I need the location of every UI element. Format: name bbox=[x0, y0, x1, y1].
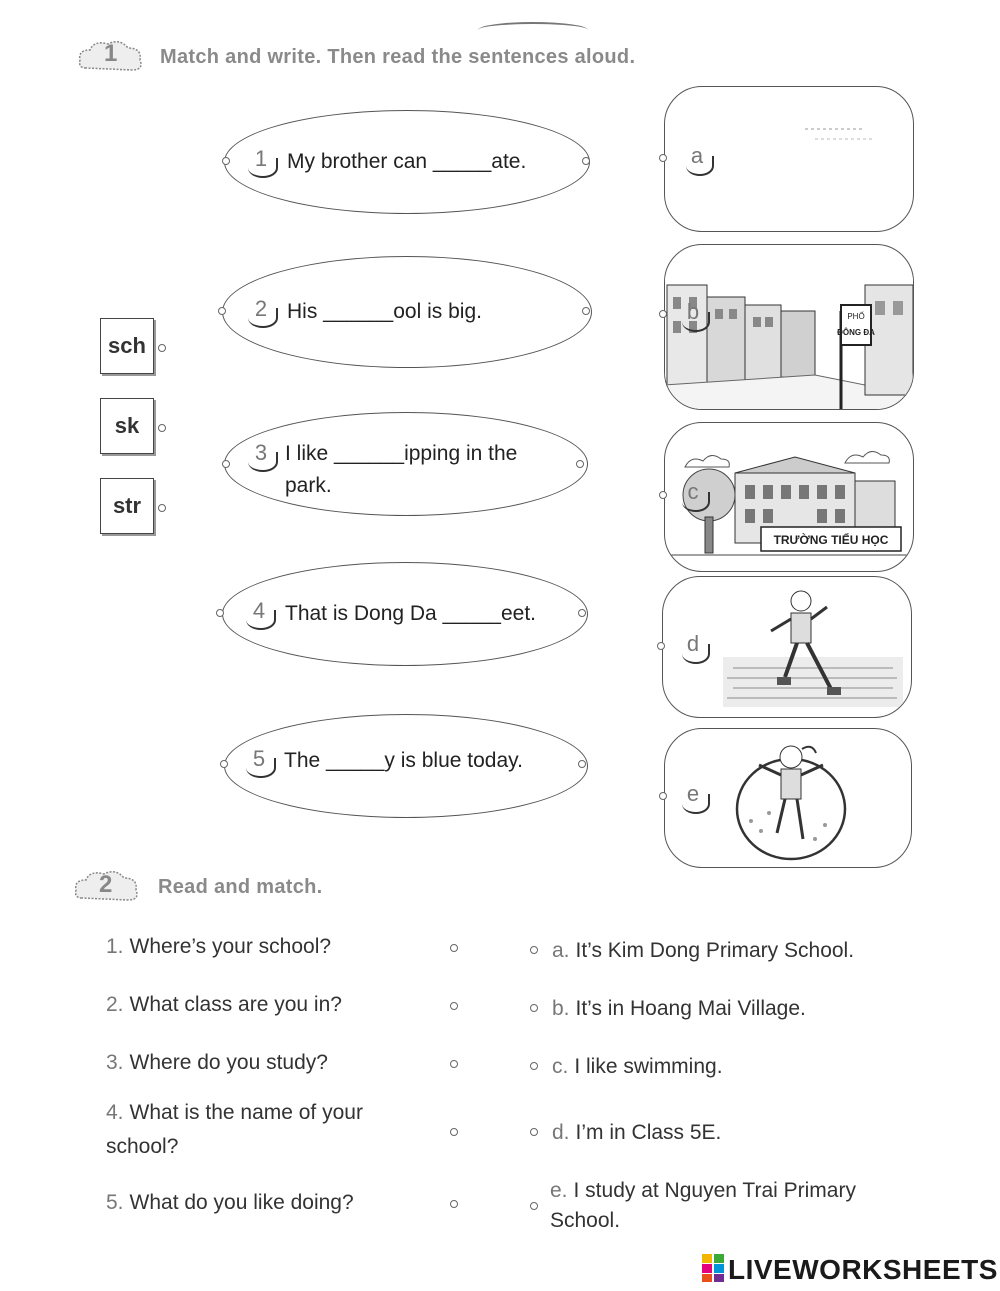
picture-letter-a: a bbox=[680, 142, 714, 174]
section2-number: 2 bbox=[99, 871, 113, 898]
answer-letter-d: d. bbox=[552, 1121, 570, 1144]
sentence-dot-right-2[interactable] bbox=[582, 307, 590, 315]
sentence-dot-left-2[interactable] bbox=[218, 307, 226, 315]
sentence-number-3: 3 bbox=[244, 438, 278, 470]
word-option-str[interactable]: str bbox=[100, 478, 154, 534]
street-sign-text-2: ĐÔNG ĐA bbox=[837, 328, 875, 337]
sentence-text-3: I like ______ipping in the park. bbox=[285, 442, 518, 497]
sentence-dot-left-3[interactable] bbox=[222, 460, 230, 468]
word-dot-str[interactable] bbox=[158, 504, 166, 512]
question-1 bbox=[106, 930, 331, 964]
answer-letter-a: a. bbox=[552, 939, 570, 962]
street-sign-text-1: PHỐ bbox=[847, 312, 865, 321]
question-dot-5[interactable] bbox=[450, 1200, 458, 1208]
answer-text-d: I’m in Class 5E. bbox=[575, 1121, 722, 1144]
answer-c bbox=[552, 1052, 723, 1082]
answer-text-a: It’s Kim Dong Primary School. bbox=[575, 939, 855, 962]
question-dot-1[interactable] bbox=[450, 944, 458, 952]
question-text-1: Where’s your school? bbox=[129, 935, 332, 958]
answer-letter-e: e. bbox=[550, 1179, 568, 1202]
sentence-dot-right-1[interactable] bbox=[582, 157, 590, 165]
top-decoration bbox=[478, 22, 588, 38]
answer-b bbox=[552, 994, 806, 1024]
picture-dot-e[interactable] bbox=[659, 792, 667, 800]
sentence-dot-right-4[interactable] bbox=[578, 609, 586, 617]
section2-instruction: Read and match. bbox=[158, 876, 323, 898]
sentence-number-1: 1 bbox=[244, 144, 278, 176]
question-number-4: 4. bbox=[106, 1101, 124, 1124]
answer-letter-c: c. bbox=[552, 1055, 569, 1078]
picture-letter-d: d bbox=[676, 630, 710, 662]
question-text-3: Where do you study? bbox=[129, 1051, 328, 1074]
section1-number: 1 bbox=[104, 40, 118, 67]
picture-dot-a[interactable] bbox=[659, 154, 667, 162]
sentence-number-2: 2 bbox=[244, 294, 278, 326]
answer-dot-c[interactable] bbox=[530, 1062, 538, 1070]
question-dot-2[interactable] bbox=[450, 1002, 458, 1010]
question-dot-4[interactable] bbox=[450, 1128, 458, 1136]
answer-dot-e[interactable] bbox=[530, 1202, 538, 1210]
question-text-2: What class are you in? bbox=[129, 993, 342, 1016]
liveworksheets-logo[interactable]: LIVEWORKSHEETS bbox=[728, 1254, 998, 1285]
answer-text-e: I study at Nguyen Trai Primary School. bbox=[550, 1179, 856, 1232]
word-option-sch[interactable]: sch bbox=[100, 318, 154, 374]
answer-text-b: It’s in Hoang Mai Village. bbox=[575, 997, 806, 1020]
answer-e bbox=[550, 1176, 910, 1236]
question-5 bbox=[106, 1186, 354, 1220]
picture-letter-b: b bbox=[676, 298, 710, 330]
answer-a bbox=[552, 936, 854, 966]
sentence-number-5: 5 bbox=[242, 744, 276, 776]
sentence-dot-right-5[interactable] bbox=[578, 760, 586, 768]
sentence-text-2: His ______ool is big. bbox=[287, 300, 482, 323]
school-sign-text: TRƯỜNG TIỂU HỌC bbox=[773, 533, 889, 547]
question-number-3: 3. bbox=[106, 1051, 124, 1074]
answer-d bbox=[552, 1118, 721, 1148]
question-text-4: What is the name of your school? bbox=[106, 1101, 363, 1158]
picture-letter-c: c bbox=[676, 478, 710, 510]
sentence-dot-left-5[interactable] bbox=[220, 760, 228, 768]
sentence-text-1: My brother can _____ate. bbox=[287, 150, 527, 173]
question-2 bbox=[106, 988, 342, 1022]
word-option-sk[interactable]: sk bbox=[100, 398, 154, 454]
picture-letter-e: e bbox=[676, 780, 710, 812]
sentence-dot-right-3[interactable] bbox=[576, 460, 584, 468]
sentence-number-4: 4 bbox=[242, 596, 276, 628]
picture-dot-d[interactable] bbox=[657, 642, 665, 650]
section1-instruction: Match and write. Then read the sentences aloud. bbox=[160, 46, 636, 68]
answer-dot-d[interactable] bbox=[530, 1128, 538, 1136]
sentence-text-5: The _____y is blue today. bbox=[284, 749, 523, 772]
question-number-1: 1. bbox=[106, 935, 124, 958]
picture-dot-c[interactable] bbox=[659, 491, 667, 499]
answer-letter-b: b. bbox=[552, 997, 570, 1020]
liveworksheets-logo-icon bbox=[702, 1254, 724, 1282]
question-number-2: 2. bbox=[106, 993, 124, 1016]
word-dot-sch[interactable] bbox=[158, 344, 166, 352]
question-number-5: 5. bbox=[106, 1191, 124, 1214]
word-dot-sk[interactable] bbox=[158, 424, 166, 432]
picture-dot-b[interactable] bbox=[659, 310, 667, 318]
answer-dot-a[interactable] bbox=[530, 946, 538, 954]
sentence-dot-left-1[interactable] bbox=[222, 157, 230, 165]
question-4 bbox=[106, 1096, 426, 1164]
sentence-text-4: That is Dong Da _____eet. bbox=[285, 602, 536, 625]
question-dot-3[interactable] bbox=[450, 1060, 458, 1068]
sentence-dot-left-4[interactable] bbox=[216, 609, 224, 617]
question-3 bbox=[106, 1046, 328, 1080]
answer-text-c: I like swimming. bbox=[574, 1055, 723, 1078]
question-text-5: What do you like doing? bbox=[129, 1191, 354, 1214]
answer-dot-b[interactable] bbox=[530, 1004, 538, 1012]
